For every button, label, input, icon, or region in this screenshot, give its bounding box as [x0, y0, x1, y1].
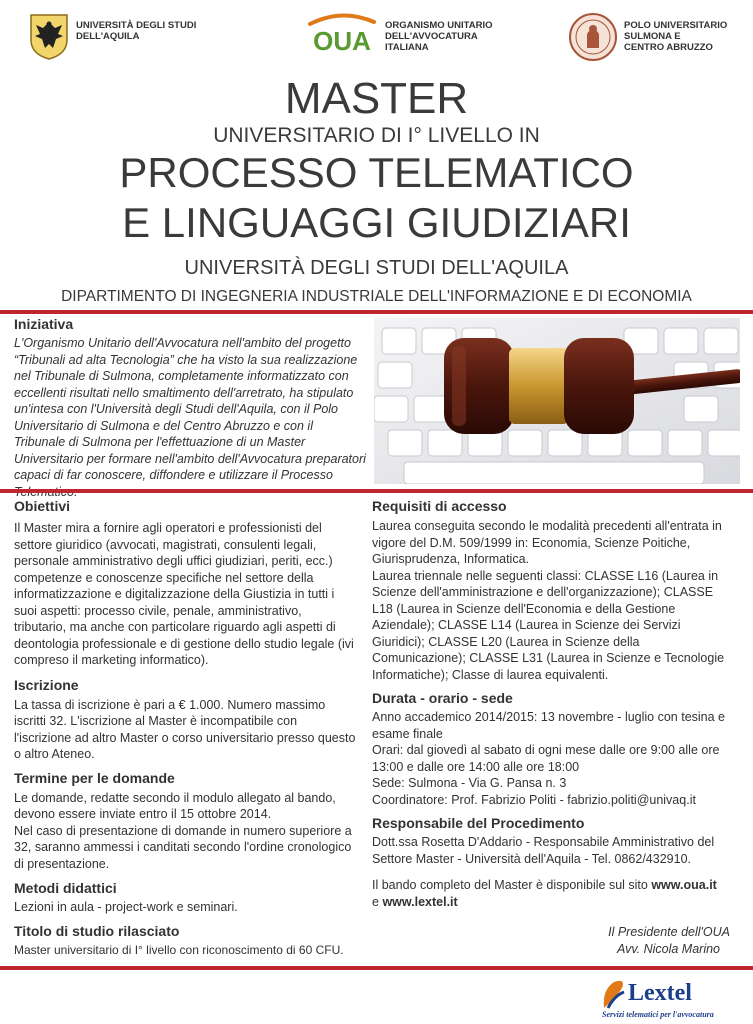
requisiti-title: Requisiti di accesso [372, 498, 507, 514]
signature-name: Avv. Nicola Marino [616, 941, 720, 956]
iniziativa-text: L'Organismo Unitario dell'Avvocatura nell'ambito del progetto “Tribunali ad alta Tecnologia” che ha visto la sua realizzazione nel Tribunale di Sulmona, completamente informatizzato con eccellenti risultati nello smaltimento dell'arretrato, ha stipulato un'intesa con l'Università degli Studi dell'Aquila, con il Polo Universitario di Sulmona e del Centro Abruzzo e con il Tribunale di Sulmona per l'effettuazione di un Master Universitario per formare nell'ambito dell'Avvocatura preparatori capaci di far conoscere, diffondere e utilizzare il Processo [14, 336, 366, 482]
gavel-keyboard-image [374, 318, 740, 484]
bando-text-before: Il bando completo del Master è disponibile sul sito [372, 878, 652, 892]
divider-middle [0, 489, 753, 493]
obiettivi-title: Obiettivi [14, 498, 71, 514]
responsabile-text: Dott.ssa Rosetta D'Addario - Responsabile Amministrativo del Settore Master - Università dell'Aquila - Tel. 0862/432910. [372, 835, 715, 866]
eagle-crest-icon [28, 12, 70, 60]
gavel-icon [374, 318, 740, 484]
oua-logo-text: ORGANISMO UNITARIO DELL'AVVOCATURA ITALIANA [385, 20, 493, 53]
title-universitario: UNIVERSITARIO DI I° LIVELLO IN [213, 124, 540, 147]
responsabile-title: Responsabile del Procedimento [372, 815, 585, 831]
titolo-title: Titolo di studio rilasciato [14, 922, 180, 939]
termine-text-2: Nel caso di presentazione di domande in numero superiore a 32, saranno ammessi i canditati secondo l'ordine cronologico di presentazione. [14, 823, 352, 871]
durata-line-4: Coordinatore: Prof. Fabrizio Politi - fabrizio.politi@univaq.it [372, 792, 696, 807]
durata-line-3: Sede: Sulmona - Via G. Pansa n. 3 [372, 776, 567, 790]
seal-icon [568, 12, 618, 62]
requisiti-text-2: Laurea triennale nelle seguenti classi: CLASSE L16 (Laurea in Scienze dell'amministrazione e dell'organizzazione); CLASSE L18 (Laurea in Scienze dell'Economia e della Gestione Aziendale); CLASSE L14 (Laurea in Scienze dei Servizi Giuridici); CLASSE L20 (Laurea in Scienze della Comunicazione); CLASSE L31 (Laurea in Scienze e Tecnologie Informatiche); Classe di laurea equivalenti. [372, 568, 725, 682]
oua-logo [302, 10, 382, 55]
iniziativa-section [14, 316, 366, 500]
lextel-brand: Lextel [628, 980, 692, 1006]
divider-top [0, 310, 753, 314]
lextel-mark-icon [600, 978, 628, 1012]
oua-mark-icon [302, 10, 382, 55]
left-column [14, 498, 356, 958]
iniziativa-title: Iniziativa [14, 316, 74, 332]
unival-logo [28, 12, 70, 60]
right-column [372, 498, 734, 910]
termine-text-1: Le domande, redatte secondo il modulo allegato al bando, devono essere inviate entro il 15 ottobre 2014. [14, 790, 336, 821]
title-dipartimento: DIPARTIMENTO DI INGEGNERIA INDUSTRIALE DELL'INFORMAZIONE E DI ECONOMIA [61, 288, 692, 305]
title-processo: PROCESSO TELEMATICO [119, 149, 634, 196]
link-oua[interactable]: www.oua.it [651, 878, 717, 892]
unival-logo-text: UNIVERSITÀ DEGLI STUDI DELL'AQUILA [76, 20, 197, 42]
polo-logo-text: POLO UNIVERSITARIO SULMONA E CENTRO ABRUZZO [624, 20, 728, 53]
durata-line-1: Anno accademico 2014/2015: 13 novembre - luglio con tesina e esame finale [372, 710, 726, 741]
bando-text-mid: e [372, 894, 383, 909]
requisiti-text-1: Laurea conseguita secondo le modalità precedenti all'entrata in vigore del D.M. 509/1999 in: Economia, Scienze Poitiche, Giurisprudenza, Informatica. [372, 519, 722, 566]
metodi-text: Lezioni in aula - project-work e seminari. [14, 900, 238, 914]
signature [560, 924, 730, 957]
title-master: MASTER [284, 74, 469, 123]
durata-title: Durata - orario - sede [372, 690, 513, 706]
oua-logo-mark: OUA [313, 26, 371, 55]
obiettivi-text: Il Master mira a fornire agli operatori e professionisti del settore giuridico (avvocati, magistrati, consulenti legali, personale amministrativo degli uffici giudiziari, periti, ecc.) competenze e conoscenze specifiche nel settore della informatizzazione e digitalizzazione della Giustizia in tutti i suoi aspetti: processo civile, penale, amministrativo, tributario, ma anche con particolare riguardo agli aspetti di deontologia professionale e di gestione dello studio legale (ivi compreso il marketing informatico). [14, 521, 354, 667]
lextel-logo [600, 978, 740, 1022]
link-lextel[interactable]: www.lextel.it [382, 894, 458, 909]
metodi-title: Metodi didattici [14, 880, 117, 896]
bando-text [372, 877, 734, 910]
iscrizione-title: Iscrizione [14, 676, 79, 693]
title-linguaggi: E LINGUAGGI GIUDIZIARI [122, 199, 631, 246]
iscrizione-text: La tassa di iscrizione è pari a € 1.000. Numero massimo iscritti 32. L'iscrizione al Master è incompatibile con l'iscrizione ad altro Master o corso universitario presso questo o altro Ateneo. [14, 697, 356, 761]
durata-line-2: Orari: dal giovedì al sabato di ogni mese dalle ore 9:00 alle ore 13:00 e dalle ore 14:00 alle ore 18:00 [372, 743, 720, 774]
termine-title: Termine per le domande [14, 769, 175, 786]
titolo-text: Master universitario di I° livello con riconoscimento di 60 CFU. [14, 942, 344, 957]
divider-bottom [0, 966, 753, 970]
signature-role: Il Presidente dell'OUA [608, 925, 730, 939]
lextel-tagline: Servizi telematici per l'avvocatura [602, 1010, 714, 1019]
title-universita: UNIVERSITÀ DEGLI STUDI DELL'AQUILA [184, 257, 569, 279]
polo-logo [568, 12, 618, 62]
